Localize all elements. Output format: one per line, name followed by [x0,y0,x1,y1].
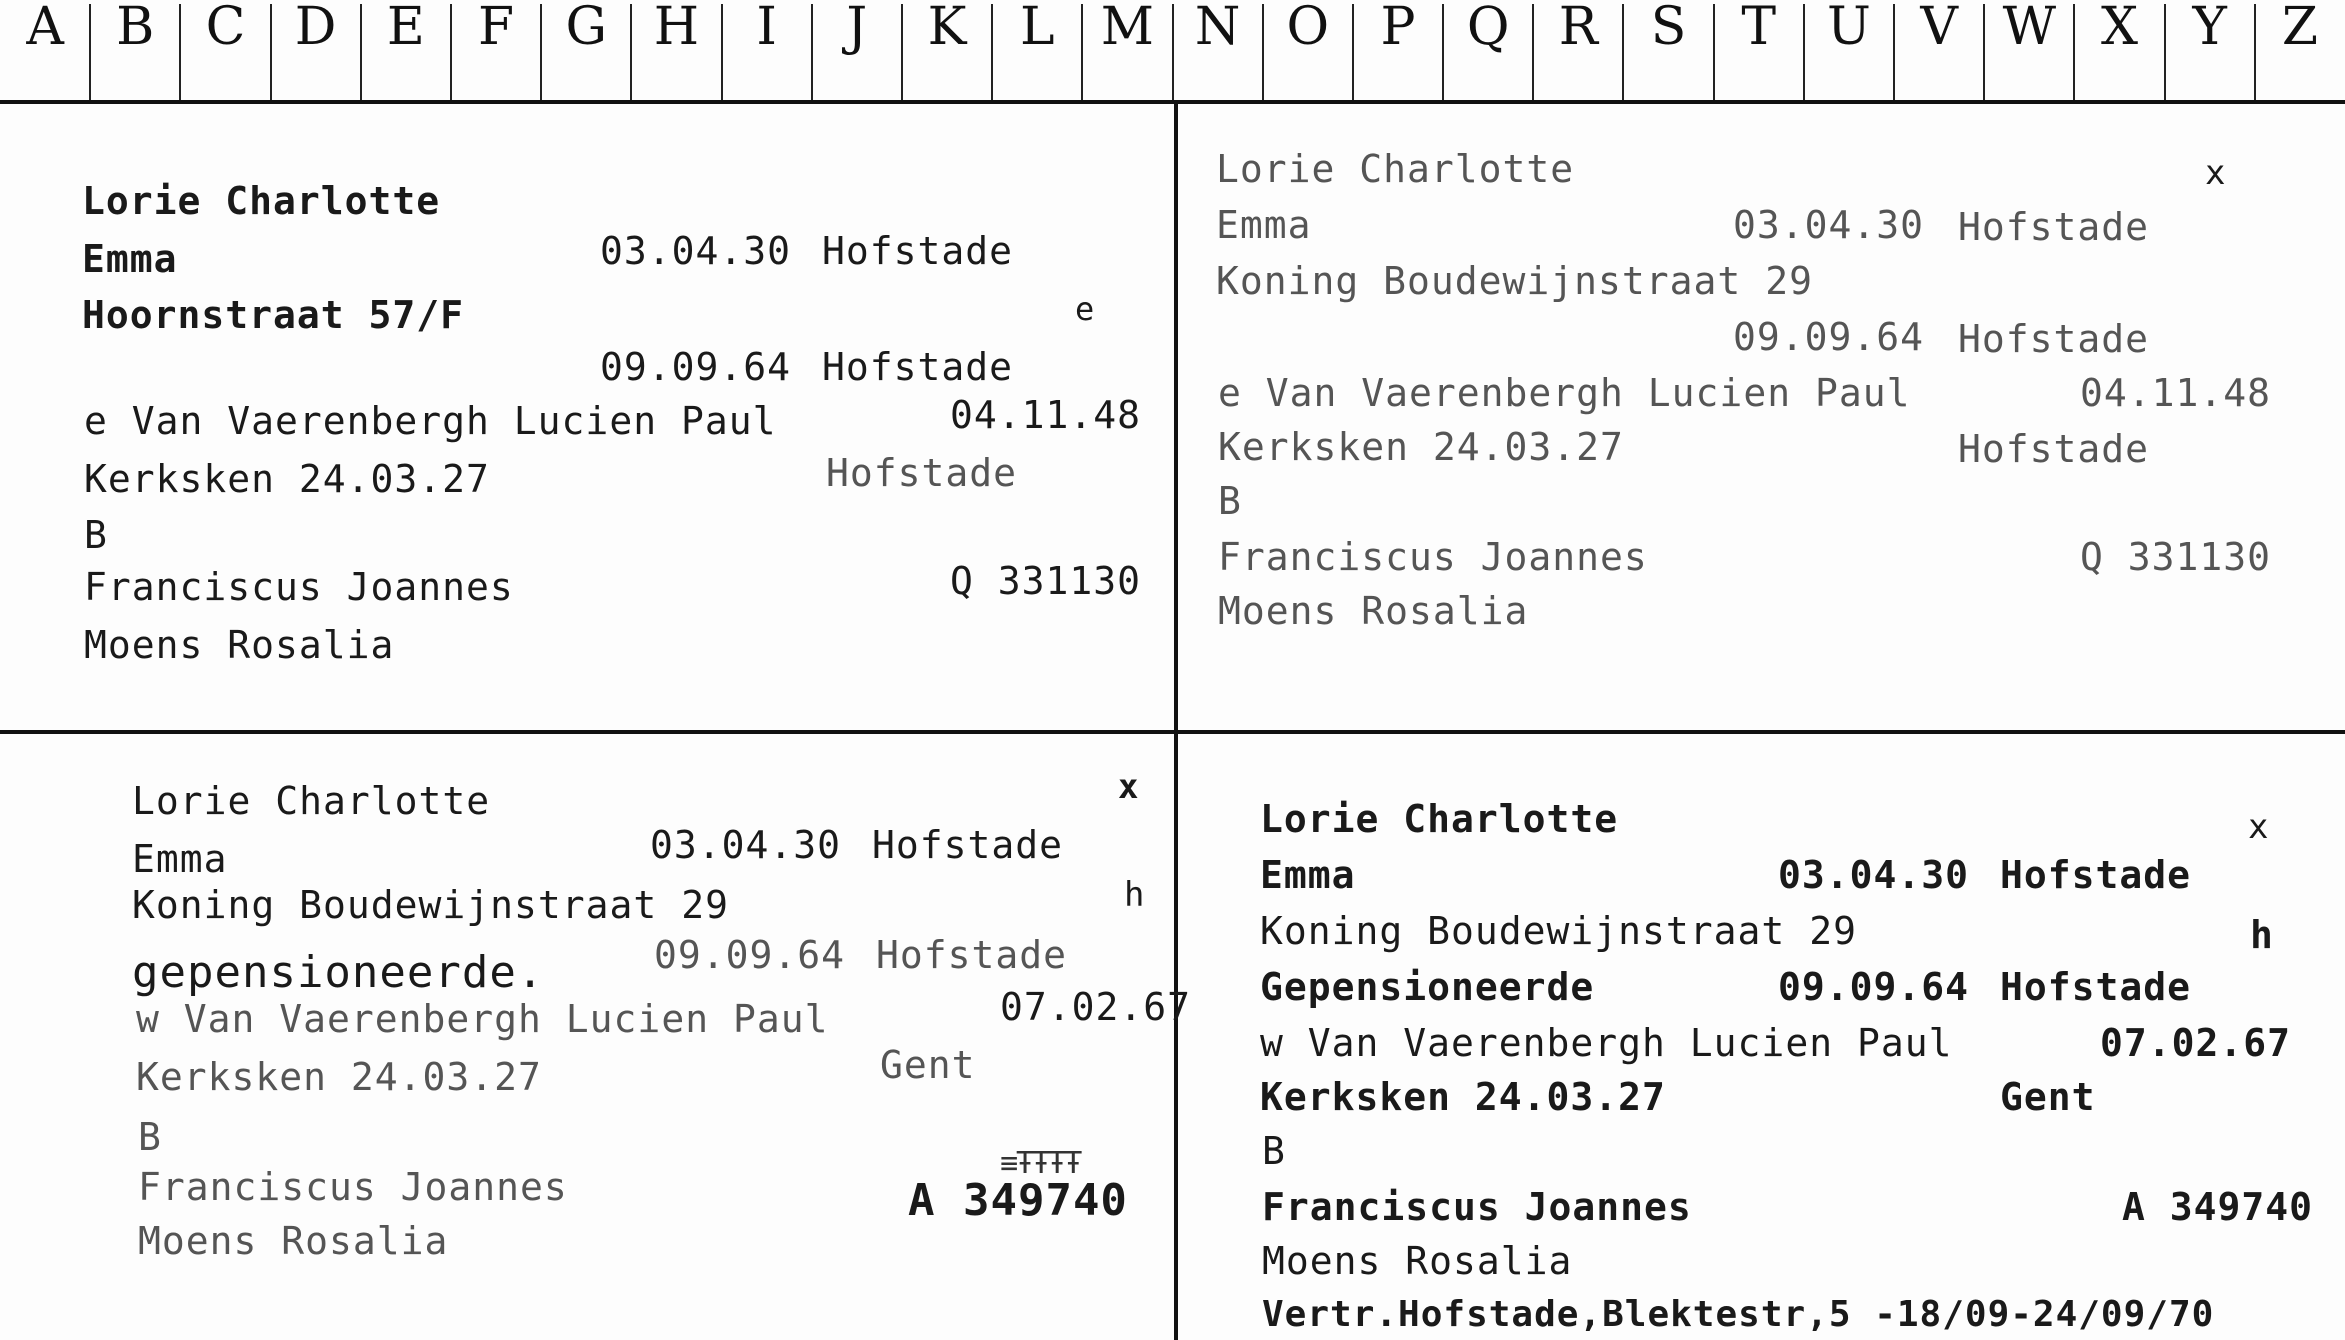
card-name: Lorie Charlotte [132,779,491,823]
alphabet-letter-t: T [1741,0,1777,57]
alphabet-separator [630,4,632,100]
card-firstname: Emma [132,837,228,881]
alphabet-letter-f: F [478,0,515,57]
alphabet-separator [1803,4,1805,100]
card-address: Koning Boudewijnstraat 29 [132,883,729,927]
alphabet-separator [1713,4,1715,100]
alphabet-separator [179,4,181,100]
card-spouse-birth: Kerksken 24.03.27 [136,1055,542,1099]
card-father: Franciscus Joannes [1218,535,1648,579]
card-x-mark: x [2248,807,2270,847]
alphabet-letter-c: C [205,0,246,57]
card-birth-place: Hofstade [872,823,1064,867]
alphabet-separator [540,4,542,100]
card-spouse-date: 07.02.67 [2100,1021,2292,1065]
card-spouse-date: 04.11.48 [950,393,1142,437]
alphabet-separator [1532,4,1534,100]
card-reg-date: 09.09.64 [654,933,846,977]
card-occupation: Gepensioneerde [1260,965,1595,1009]
alphabet-letter-w: W [2002,0,2057,57]
card-address: Koning Boudewijnstraat 29 [1260,909,1857,953]
card-mother: Moens Rosalia [1262,1239,1573,1283]
card-birth-date: 03.04.30 [600,229,792,273]
card-spouse-date: 07.02.67 [1000,985,1192,1029]
alphabet-separator [1081,4,1083,100]
alphabet-letter-e: E [386,0,425,57]
alphabet-letter-k: K [927,0,967,57]
card-name: Lorie Charlotte [1260,797,1619,841]
card-spouse: e Van Vaerenbergh Lucien Paul [84,399,777,443]
alphabet-letter-h: H [653,0,700,57]
card-birth-place: Hofstade [1958,205,2150,249]
alphabet-separator [2164,4,2166,100]
vertical-divider [1174,104,1178,1340]
alphabet-letter-p: P [1380,0,1416,57]
card-reg-place: Hofstade [1958,317,2150,361]
card-name: Lorie Charlotte [82,179,441,223]
alphabet-letter-o: O [1286,0,1330,57]
alphabet-letter-j: J [846,0,868,57]
card-number: Q 331130 [950,559,1142,603]
card-mark: h [1124,875,1146,915]
card-reg-place: Hofstade [2000,965,2192,1009]
card-departure-note: Vertr.Hofstade,Blektestr,5 -18/09-24/09/70 [1262,1294,2215,1335]
card-father: Franciscus Joannes [1262,1185,1692,1229]
alphabet-separator [721,4,723,100]
card-number: Q 331130 [2080,535,2272,579]
card-father: Franciscus Joannes [138,1165,568,1209]
card-reg-date: 09.09.64 [1778,965,1970,1009]
alphabet-separator [1442,4,1444,100]
card-firstname: Emma [1216,203,1312,247]
card-mother: Moens Rosalia [84,623,395,667]
card-firstname: Emma [82,237,178,281]
alphabet-separator [270,4,272,100]
card-mother: Moens Rosalia [1218,589,1529,633]
alphabet-separator [2073,4,2075,100]
alphabet-letter-i: I [756,0,777,57]
alphabet-letter-x: X [2101,0,2139,57]
card-spouse-birth: Kerksken 24.03.27 [84,457,490,501]
alphabet-letter-y: Y [2192,0,2227,57]
alphabet-letter-r: R [1558,0,1598,57]
card-spouse: w Van Vaerenbergh Lucien Paul [136,997,829,1041]
alphabet-separator [991,4,993,100]
card-spouse-place: Gent [2000,1075,2096,1119]
card-name: Lorie Charlotte [1216,147,1575,191]
card-address: Hoornstraat 57/F [82,293,465,337]
card-reg-place: Hofstade [876,933,1068,977]
card-firstname: Emma [1260,853,1356,897]
card-spouse-place: Hofstade [826,451,1018,495]
card-birth-date: 03.04.30 [1733,203,1925,247]
card-spouse-birth: Kerksken 24.03.27 [1260,1075,1666,1119]
struck-stamp-mark: ≡ŦŦŦŦ [1000,1146,1081,1181]
card-reg-place: Hofstade [822,345,1014,389]
alphabet-letter-q: Q [1466,0,1510,57]
card-spouse: w Van Vaerenbergh Lucien Paul [1260,1021,1953,1065]
card-occupation: gepensioneerde. [132,947,545,998]
card-x-mark: x [2205,153,2227,193]
alphabet-letter-u: U [1827,0,1871,57]
alphabet-separator [901,4,903,100]
alphabet-letter-l: L [1019,0,1055,57]
alphabet-letter-z: Z [2281,0,2318,57]
card-mark: h [2250,913,2274,957]
card-spouse-place: Hofstade [1958,427,2150,471]
card-code: B [138,1115,162,1159]
card-spouse-place: Gent [880,1043,976,1087]
card-birth-place: Hofstade [822,229,1014,273]
card-number: A 349740 [2122,1185,2314,1229]
card-spouse-date: 04.11.48 [2080,371,2272,415]
alphabet-letter-n: N [1194,0,1241,57]
alphabet-letter-v: V [1920,0,1958,57]
alphabet-separator [811,4,813,100]
alphabet-separator [1983,4,1985,100]
horizontal-divider [0,730,2345,734]
card-number: A 349740 [908,1175,1128,1226]
card-code: B [1218,479,1242,523]
card-code: B [84,513,108,557]
card-address: Koning Boudewijnstraat 29 [1216,259,1813,303]
alphabet-separator [360,4,362,100]
alphabet-separator [1622,4,1624,100]
card-spouse: e Van Vaerenbergh Lucien Paul [1218,371,1911,415]
alphabet-letter-a: A [26,0,64,57]
card-birth-place: Hofstade [2000,853,2192,897]
card-mark: e [1075,290,1096,328]
card-code: B [1262,1129,1286,1173]
card-birth-date: 03.04.30 [1778,853,1970,897]
card-x-mark: x [1118,767,1140,807]
alphabet-separator [1172,4,1174,100]
alphabet-letter-d: D [294,0,337,57]
alphabet-separator [1352,4,1354,100]
alphabet-letter-g: G [565,0,607,57]
card-mother: Moens Rosalia [138,1219,449,1263]
alphabet-separator [1893,4,1895,100]
alphabet-separator [2254,4,2256,100]
alphabet-separator [1262,4,1264,100]
alphabet-letter-s: S [1650,0,1687,57]
alphabet-index-strip [0,0,2345,104]
card-reg-date: 09.09.64 [1733,315,1925,359]
alphabet-letter-m: M [1100,0,1155,57]
alphabet-letter-b: B [116,0,155,57]
alphabet-separator [450,4,452,100]
card-birth-date: 03.04.30 [650,823,842,867]
card-spouse-birth: Kerksken 24.03.27 [1218,425,1624,469]
card-reg-date: 09.09.64 [600,345,792,389]
card-father: Franciscus Joannes [84,565,514,609]
